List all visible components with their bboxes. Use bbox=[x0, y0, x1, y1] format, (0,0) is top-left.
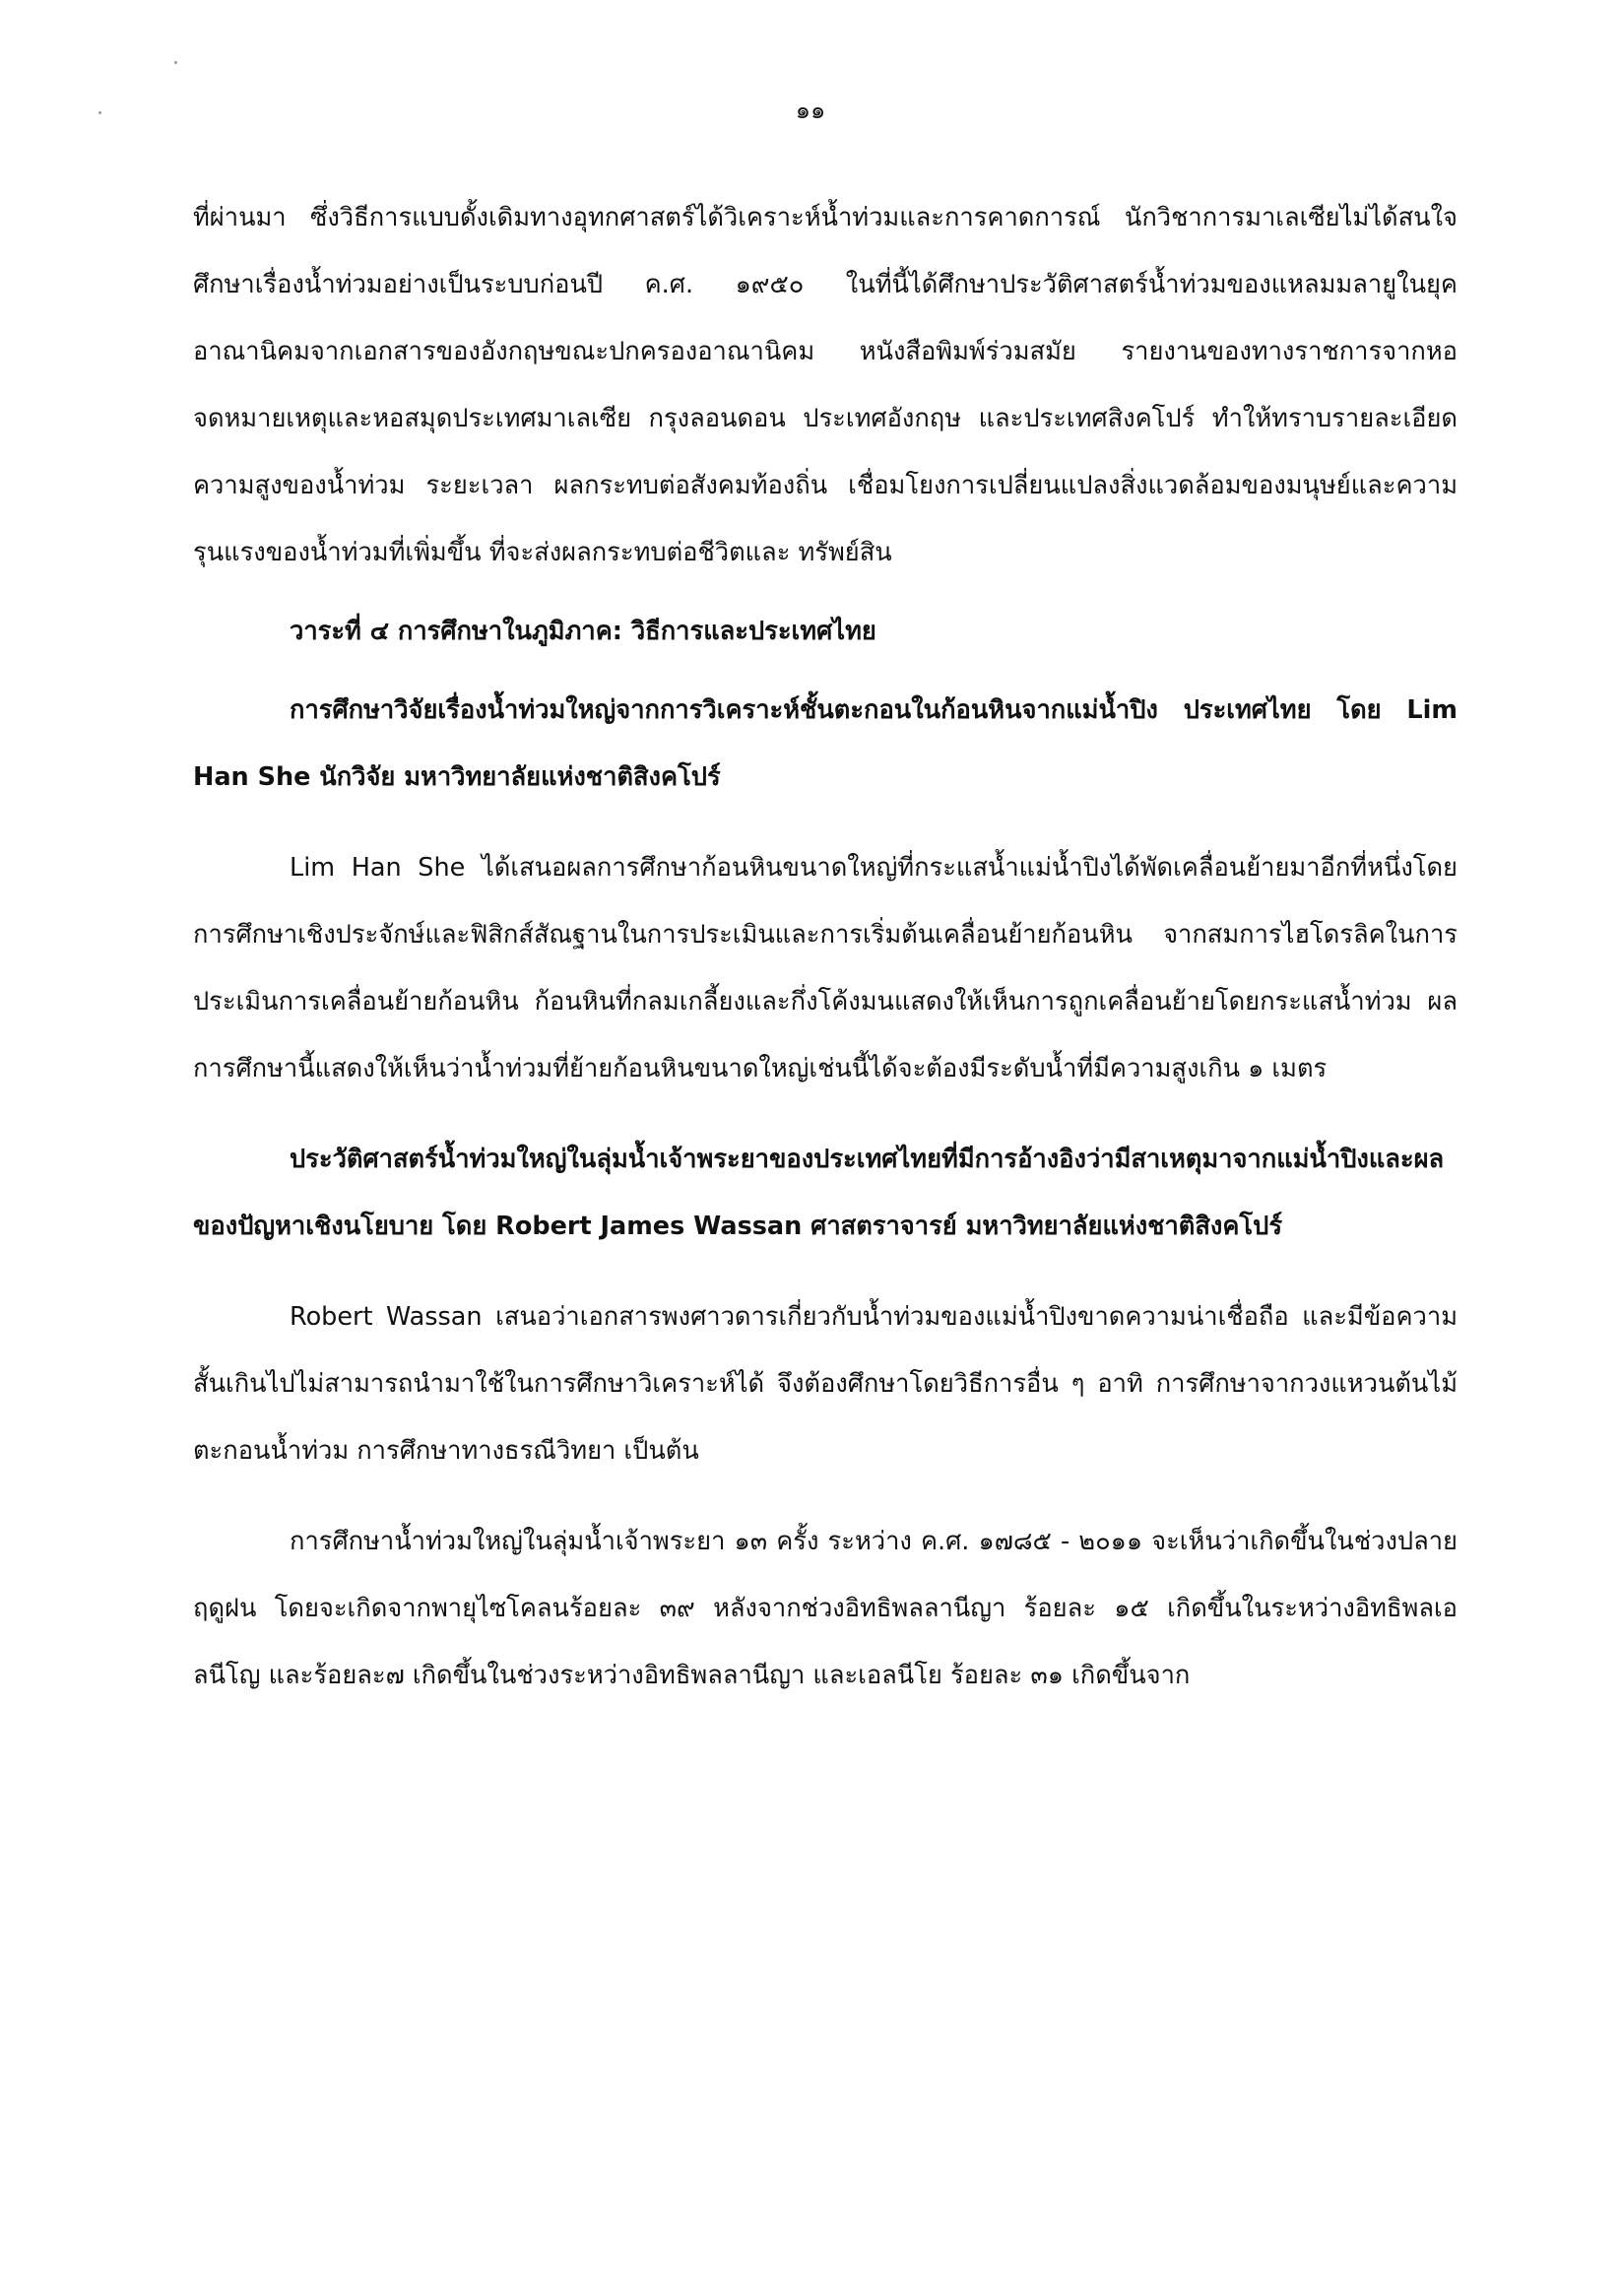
session-heading: วาระที่ ๔ การศึกษาในภูมิภาค: วิธีการและประเทศไทย bbox=[290, 617, 876, 646]
document-body bbox=[193, 184, 1458, 1709]
scan-speck bbox=[174, 61, 177, 64]
paragraph-continued: ที่ผ่านมา ซึ่งวิธีการแบบดั้งเดิมทางอุทกศาสตร์ได้วิเคราะห์น้ำท่วมและการคาดการณ์ นักวิชาการมาเลเซียไม่ได้สนใจศึกษาเรื่องน้ำท่วมอย่างเป็นระบบก่อนปี ค.ศ. ๑๙๕๐ ในที่นี้ได้ศึกษาประวัติศาสตร์น้ำท่วมของแหลมมลายูในยุคอาณานิคมจากเอกสารของอังกฤษขณะปกครองอาณานิคม หนังสือพิมพ์ร่วมสมัย รายงานของทางราชการจากหอจดหมายเหตุและหอสมุดประเทศมาเลเซีย กรุงลอนดอน ประเทศอังกฤษ และประเทศสิงคโปร์ ทำให้ทราบรายละเอียดความสูงของน้ำท่วม ระยะเวลา ผลกระทบต่อสังคมท้องถิ่น เชื่อมโยงการเปลี่ยนแปลงสิ่งแวดล้อมของมนุษย์และความรุนแรงของน้ำท่วมที่เพิ่มขึ้น ที่จะส่งผลกระทบต่อชีวิตและ ทรัพย์สิน bbox=[193, 203, 1458, 567]
talk-title: ประวัติศาสตร์น้ำท่วมใหญ่ในลุ่มน้ำเจ้าพระยาของประเทศไทยที่มีการอ้างอิงว่ามีสาเหตุมาจากแม่น้ำปิงและผลของปัญหาเชิงนโยบาย โดย Robert James Wassan ศาสตราจารย์ มหาวิทยาลัยแห่งชาติสิงคโปร์ bbox=[193, 1145, 1445, 1241]
page-number: ๑๑ bbox=[795, 97, 826, 124]
body-paragraph: Robert Wassan เสนอว่าเอกสารพงศาวดารเกี่ยวกับน้ำท่วมของแม่น้ำปิงขาดความน่าเชื่อถือ และมีข้อความสั้นเกินไปไม่สามารถนำมาใช้ในการศึกษาวิเคราะห์ได้ จึงต้องศึกษาโดยวิธีการอื่น ๆ อาทิ การศึกษาจากวงแหวนต้นไม้ ตะกอนน้ำท่วม การศึกษาทางธรณีวิทยา เป็นต้น bbox=[193, 1302, 1458, 1466]
talk-title: การศึกษาวิจัยเรื่องน้ำท่วมใหญ่จากการวิเคราะห์ชั้นตะกอนในก้อนหินจากแม่น้ำปิง ประเทศไทย โดย Lim Han She นักวิจัย มหาวิทยาลัยแห่งชาติสิงคโปร์ bbox=[193, 695, 1458, 792]
body-paragraph: การศึกษาน้ำท่วมใหญ่ในลุ่มน้ำเจ้าพระยา ๑๓ ครั้ง ระหว่าง ค.ศ. ๑๗๘๕ - ๒๐๑๑ จะเห็นว่าเกิดขึ้นในช่วงปลายฤดูฝน โดยจะเกิดจากพายุไซโคลนร้อยละ ๓๙ หลังจากช่วงอิทธิพลลานีญา ร้อยละ ๑๕ เกิดขึ้นในระหว่างอิทธิพลเอลนีโญ และร้อยละ๗ เกิดขึ้นในช่วงระหว่างอิทธิพลลานีญา และเอลนีโย ร้อยละ ๓๑ เกิดขึ้นจาก bbox=[193, 1527, 1458, 1690]
body-paragraph: Lim Han She ได้เสนอผลการศึกษาก้อนหินขนาดใหญ่ที่กระแสน้ำแม่น้ำปิงได้พัดเคลื่อนย้ายมาอีกที่หนึ่งโดยการศึกษาเชิงประจักษ์และฟิสิกส์สัณฐานในการประเมินและการเริ่มต้นเคลื่อนย้ายก้อนหิน จากสมการไฮโดรลิคในการประเมินการเคลื่อนย้ายก้อนหิน ก้อนหินที่กลมเกลี้ยงและกึ่งโค้งมนแสดงให้เห็นการถูกเคลื่อนย้ายโดยกระแสน้ำท่วม ผลการศึกษานี้แสดงให้เห็นว่าน้ำท่วมที่ย้ายก้อนหินขนาดใหญ่เช่นนี้ได้จะต้องมีระดับน้ำที่มีความสูงเกิน ๑ เมตร bbox=[193, 853, 1458, 1083]
